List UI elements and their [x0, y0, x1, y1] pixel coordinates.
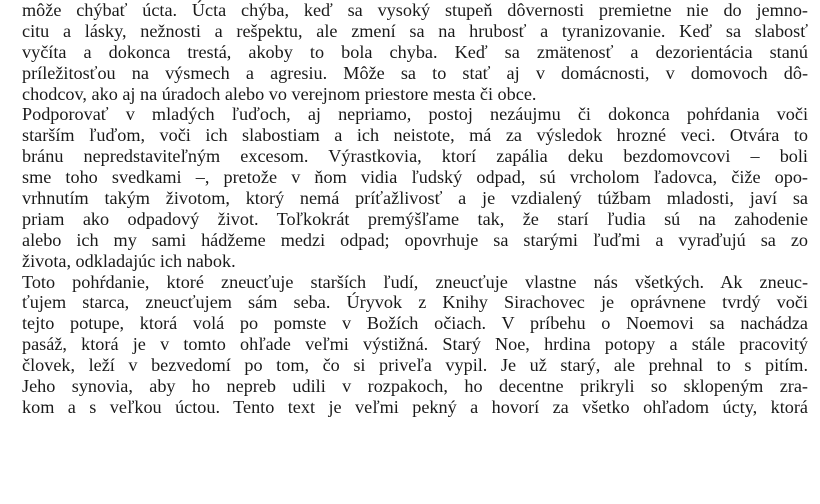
paragraph-2: [22, 104, 820, 271]
text-line: života, odkladajúc ich nabok.: [22, 250, 236, 271]
text-line: alebo ich my sami hádžeme medzi odpad; opovrhuje sa starými ľuďmi a vyraďujú sa zo: [22, 229, 808, 250]
text-line: pasáž, ktorá je v tomto ohľade veľmi výstižná. Starý Noe, hrdina potopy a stále pracovitý: [22, 334, 808, 355]
text-line: kom a s veľkou úctou. Tento text je veľmi pekný a hovorí za všetko ohľadom úcty, ktorá: [22, 396, 808, 417]
text-line: príležitosťou na výsmech a agresiu. Môže sa to stať aj v domácnosti, v domovoch dô-: [22, 62, 808, 83]
text-line: Podporovať v mladých ľuďoch, aj nepriamo, postoj nezáujmu či dokonca pohŕdania voči: [22, 104, 808, 125]
text-line: môže chýbať úcta. Úcta chýba, keď sa vysoký stupeň dôvernosti premietne nie do jemno-: [22, 0, 808, 20]
text-line: Toto pohŕdanie, ktoré zneucťuje starších ľudí, zneucťuje vlastne nás všetkých. Ak zneuc-: [22, 271, 808, 292]
paragraph-1: [22, 0, 820, 104]
text-line: priam ako odpadový život. Toľkokrát premýšľame tak, že starí ľudia sú na zahodenie: [22, 208, 808, 229]
text-line: bránu nepredstaviteľným excesom. Výrastkovia, ktorí zapália deku bezdomovcovi – boli: [22, 146, 808, 167]
text-line: citu a lásky, nežnosti a rešpektu, ale zmení sa na hrubosť a tyranizovanie. Keď sa slabosť: [22, 20, 808, 41]
text-line: vrhnutím takým životom, ktorý nemá príťažlivosť a je vzdialený túžbam mladosti, javí sa: [22, 188, 808, 209]
text-line: ťujem starca, zneucťujem sám seba. Úryvok z Knihy Sirachovec je oprávnene tvrdý voči: [22, 292, 808, 313]
text-line: tejto potupe, ktorá volá po pomste v Božích očiach. V príbehu o Noemovi sa nachádza: [22, 313, 808, 334]
text-line: chodcov, ako aj na úradoch alebo vo verejnom priestore mesta či obce.: [22, 83, 537, 104]
text-line: vyčíta a dokonca trestá, akoby to bola chyba. Keď sa zmätenosť a dezorientácia stanú: [22, 41, 808, 62]
text-line: Jeho synovia, aby ho nepreb udili v rozpakoch, ho decentne prikryli so sklopeným zra-: [22, 376, 808, 397]
text-line: starším ľuďom, voči ich slabostiam a ich neistote, má za výsledok hrozné veci. Otvára to: [22, 125, 808, 146]
paragraph-3: [22, 272, 820, 418]
text-line: človek, leží v bezvedomí po tom, čo si priveľa vypil. Je už starý, ale prehnal to s pitím.: [22, 355, 808, 376]
text-line: sme toho svedkami –, pretože v ňom vidia ľudský odpad, sú vrcholom ľadovca, čiže opo-: [22, 167, 808, 188]
